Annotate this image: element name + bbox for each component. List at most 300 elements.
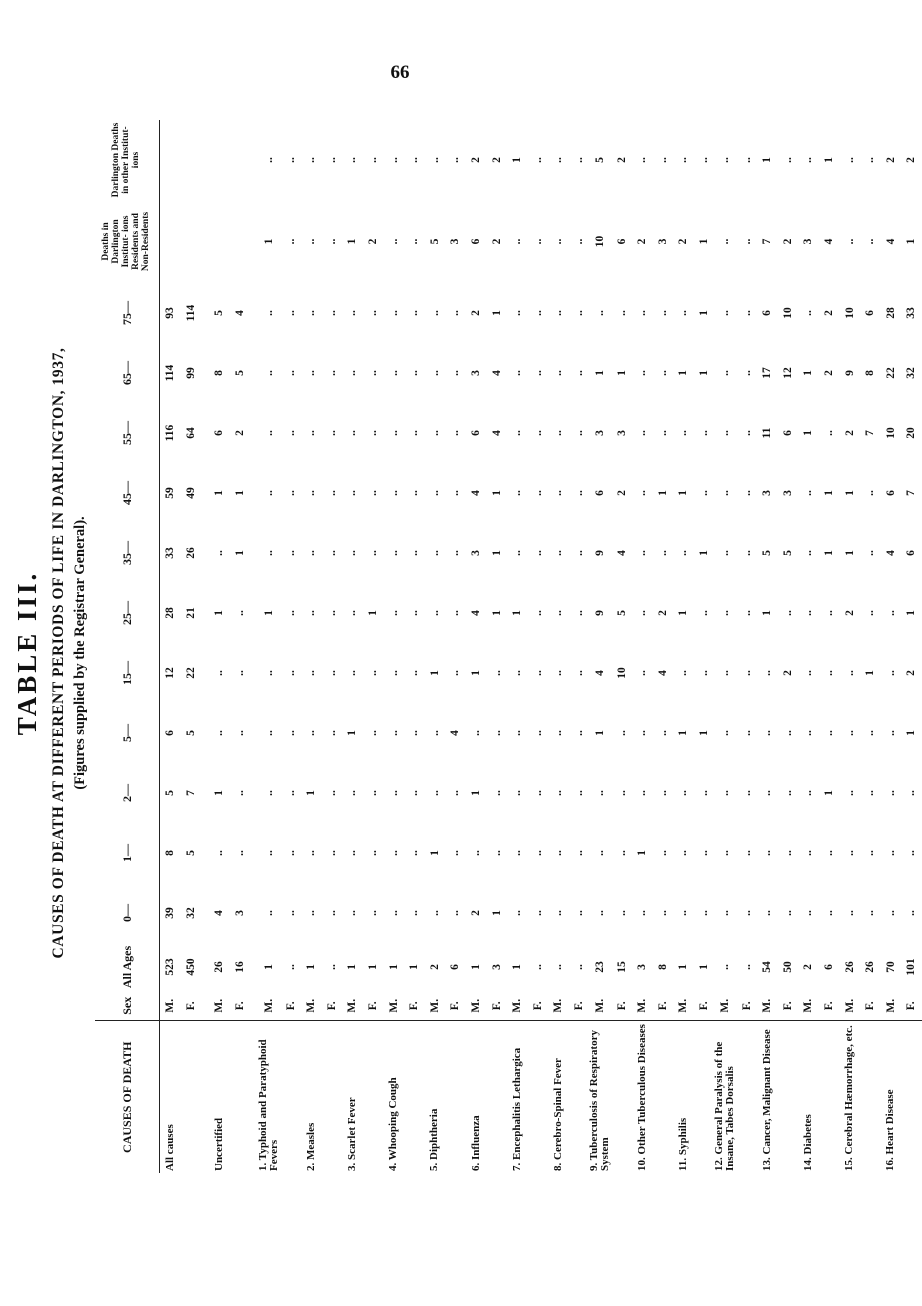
table-row	[301, 120, 322, 1173]
other-inst-cell: 2	[490, 157, 503, 163]
table-row	[466, 120, 487, 1173]
age-55-cell: 64	[184, 427, 197, 439]
age-25-cell: 2	[656, 610, 669, 616]
age-1-cell: ..	[740, 850, 753, 856]
all-ages-cell: 8	[656, 964, 669, 970]
age-25-cell: 1	[263, 610, 276, 616]
spacer-cell	[201, 883, 209, 943]
age-5-cell: ..	[367, 730, 380, 736]
age-1-cell: ..	[843, 850, 856, 856]
sex-cell: F.	[367, 1001, 380, 1011]
age-45-cell: ..	[263, 490, 276, 496]
age-45-cell: ..	[864, 490, 877, 496]
sex-cell: F.	[781, 1001, 794, 1011]
table-row	[714, 120, 736, 1173]
age-25-cell: 9	[594, 610, 607, 616]
darlington-inst-cell: ..	[843, 238, 856, 245]
other-inst-cell: ..	[677, 157, 690, 163]
spacer-cell	[250, 991, 258, 1021]
age-75-cell: ..	[408, 310, 421, 316]
age-25-cell: 1	[905, 610, 918, 616]
spacer-cell	[250, 200, 258, 283]
age-55-cell: ..	[408, 430, 421, 436]
age-1-cell: ..	[656, 850, 669, 856]
age-15-cell: ..	[843, 670, 856, 676]
age-15-cell: ..	[387, 670, 400, 676]
age-2-cell: ..	[761, 790, 774, 796]
mortality-table	[95, 120, 922, 1173]
age-0-cell: ..	[697, 910, 710, 916]
spacer-cell	[201, 583, 209, 643]
age-75-cell: 1	[490, 310, 503, 316]
age-5-cell: 1	[346, 730, 359, 736]
darlington-inst-cell: 6	[615, 238, 628, 245]
age-1-cell: ..	[905, 850, 918, 856]
age-25-cell: 28	[164, 607, 177, 619]
all-ages-cell: 3	[636, 964, 649, 970]
age-2-cell: ..	[531, 790, 544, 796]
age-35-cell: 33	[164, 547, 177, 559]
age-15-cell: ..	[305, 670, 318, 676]
age-65-cell: 4	[490, 370, 503, 376]
age-25-cell: ..	[346, 610, 359, 616]
age-45-cell: ..	[449, 490, 462, 496]
age-35-cell: 5	[761, 550, 774, 556]
cause-cell: 13. Cancer, Malignant Disease	[757, 1021, 778, 1173]
sex-cell: F.	[325, 1001, 338, 1011]
all-ages-cell: 450	[184, 958, 197, 976]
other-inst-cell: ..	[305, 157, 318, 163]
age-75-cell: 114	[184, 304, 197, 322]
age-1-cell: ..	[346, 850, 359, 856]
all-ages-cell: 1	[387, 964, 400, 970]
spacer-cell	[201, 403, 209, 463]
age-75-cell: ..	[740, 310, 753, 316]
all-ages-cell: ..	[325, 964, 338, 970]
table-row	[757, 120, 778, 1173]
sex-cell: F.	[408, 1001, 421, 1011]
header-sex: Sex	[95, 991, 160, 1021]
all-ages-cell: 26	[843, 961, 856, 973]
age-45-cell: 3	[761, 490, 774, 496]
age-0-cell: ..	[263, 910, 276, 916]
age-0-cell: ..	[367, 910, 380, 916]
age-1-cell: ..	[449, 850, 462, 856]
cause-cell	[652, 1021, 673, 1173]
age-15-cell: 2	[781, 670, 794, 676]
other-inst-cell: ..	[552, 157, 565, 163]
age-5-cell: ..	[325, 730, 338, 736]
all-ages-cell: ..	[740, 964, 753, 970]
age-75-cell: ..	[656, 310, 669, 316]
age-1-cell: ..	[284, 850, 297, 856]
age-45-cell: ..	[346, 490, 359, 496]
age-5-cell: ..	[822, 730, 835, 736]
age-35-cell: ..	[656, 550, 669, 556]
age-2-cell: ..	[234, 790, 247, 796]
all-ages-cell: 23	[594, 961, 607, 973]
age-0-cell: ..	[740, 910, 753, 916]
cause-cell	[777, 1021, 798, 1173]
age-65-cell: ..	[387, 370, 400, 376]
age-15-cell: 1	[470, 670, 483, 676]
age-2-cell: ..	[594, 790, 607, 796]
darlington-inst-cell: ..	[408, 238, 421, 245]
table-row	[209, 120, 230, 1173]
sex-cell: F.	[284, 1001, 297, 1011]
age-2-cell: 1	[213, 790, 226, 796]
cause-cell: 5. Diphtheria	[425, 1021, 446, 1173]
age-0-cell: ..	[387, 910, 400, 916]
header-age-1: 1—	[95, 823, 160, 883]
spacer-cell	[250, 703, 258, 763]
age-25-cell: ..	[697, 610, 710, 616]
age-15-cell: ..	[284, 670, 297, 676]
cause-cell: 9. Tuberculosis of Respiratory System	[589, 1021, 611, 1173]
spacer-cell	[201, 991, 209, 1021]
age-1-cell: 5	[184, 850, 197, 856]
age-55-cell: ..	[387, 430, 400, 436]
age-75-cell: ..	[367, 310, 380, 316]
age-45-cell: 2	[615, 490, 628, 496]
other-inst-cell	[181, 120, 202, 200]
cause-cell: 6. Influenza	[466, 1021, 487, 1173]
darlington-inst-cell: ..	[284, 238, 297, 245]
sex-cell: F.	[656, 1001, 669, 1011]
age-75-cell: 2	[822, 310, 835, 316]
other-inst-cell: 2	[470, 157, 483, 163]
other-inst-cell: ..	[449, 157, 462, 163]
age-75-cell: 10	[781, 307, 794, 319]
cause-cell	[901, 1021, 922, 1173]
cause-cell	[404, 1021, 425, 1173]
other-inst-cell: 1	[511, 157, 524, 163]
other-inst-cell: 2	[615, 157, 628, 163]
age-0-cell: ..	[531, 910, 544, 916]
age-65-cell: 1	[594, 370, 607, 376]
age-45-cell: 3	[781, 490, 794, 496]
age-45-cell: ..	[531, 490, 544, 496]
cause-cell: 2. Measles	[301, 1021, 322, 1173]
sex-cell: M.	[387, 998, 400, 1013]
table-row	[589, 120, 611, 1173]
all-ages-cell: 54	[761, 961, 774, 973]
age-45-cell: ..	[697, 490, 710, 496]
cause-cell: Uncertified	[209, 1021, 230, 1173]
age-25-cell: ..	[408, 610, 421, 616]
sex-cell: M.	[802, 998, 815, 1013]
table-row	[404, 120, 425, 1173]
age-0-cell: ..	[325, 910, 338, 916]
age-5-cell: ..	[408, 730, 421, 736]
spacer-cell	[201, 1021, 209, 1173]
age-15-cell: ..	[367, 670, 380, 676]
age-35-cell: 1	[697, 550, 710, 556]
age-65-cell: ..	[305, 370, 318, 376]
age-65-cell: ..	[511, 370, 524, 376]
spacer-cell	[201, 703, 209, 763]
spacer-cell	[250, 120, 258, 200]
age-5-cell: ..	[843, 730, 856, 736]
cause-cell: 16. Heart Disease	[880, 1021, 901, 1173]
age-0-cell: 2	[470, 910, 483, 916]
age-15-cell: 12	[164, 667, 177, 679]
other-inst-cell: ..	[636, 157, 649, 163]
age-35-cell: ..	[636, 550, 649, 556]
table-body	[160, 120, 922, 1173]
age-0-cell: ..	[552, 910, 565, 916]
age-5-cell: ..	[781, 730, 794, 736]
age-15-cell: ..	[761, 670, 774, 676]
age-65-cell: ..	[367, 370, 380, 376]
age-15-cell: 4	[594, 670, 607, 676]
darlington-inst-cell: 3	[802, 238, 815, 245]
age-5-cell: 1	[594, 730, 607, 736]
table-row	[342, 120, 363, 1173]
table-title: CAUSES OF DEATH AT DIFFERENT PERIODS OF LIFE IN DARLINGTON, 1937,	[50, 347, 67, 959]
age-65-cell: ..	[719, 370, 732, 376]
table-row	[383, 120, 404, 1173]
sex-cell: M.	[594, 998, 607, 1013]
age-45-cell: ..	[740, 490, 753, 496]
age-1-cell: ..	[305, 850, 318, 856]
age-15-cell: ..	[490, 670, 503, 676]
age-35-cell: 3	[470, 550, 483, 556]
age-55-cell: ..	[284, 430, 297, 436]
age-25-cell: 1	[490, 610, 503, 616]
age-65-cell: ..	[656, 370, 669, 376]
age-75-cell: 93	[164, 307, 177, 319]
table-row	[901, 120, 922, 1173]
all-ages-cell: 6	[822, 964, 835, 970]
age-75-cell: ..	[802, 310, 815, 316]
age-2-cell: ..	[656, 790, 669, 796]
age-1-cell: ..	[802, 850, 815, 856]
age-15-cell: ..	[884, 670, 897, 676]
age-55-cell: ..	[719, 430, 732, 436]
age-1-cell: ..	[213, 850, 226, 856]
age-65-cell: 114	[164, 364, 177, 382]
age-35-cell: ..	[305, 550, 318, 556]
spacer-cell	[201, 200, 209, 283]
age-2-cell: ..	[636, 790, 649, 796]
age-45-cell: 1	[677, 490, 690, 496]
age-55-cell: ..	[531, 430, 544, 436]
age-2-cell: ..	[572, 790, 585, 796]
age-55-cell: ..	[572, 430, 585, 436]
age-2-cell: ..	[740, 790, 753, 796]
age-1-cell: ..	[408, 850, 421, 856]
age-55-cell: 11	[761, 427, 774, 439]
spacer-cell	[201, 763, 209, 823]
darlington-inst-cell: 7	[761, 238, 774, 245]
spacer-cell	[201, 283, 209, 343]
all-ages-cell: 15	[615, 961, 628, 973]
age-2-cell: 1	[822, 790, 835, 796]
age-1-cell: ..	[781, 850, 794, 856]
age-15-cell: ..	[325, 670, 338, 676]
age-5-cell: ..	[213, 730, 226, 736]
age-65-cell: 8	[864, 370, 877, 376]
age-55-cell: 6	[781, 430, 794, 436]
cause-cell	[363, 1021, 384, 1173]
cause-cell	[694, 1021, 715, 1173]
all-ages-cell: 523	[164, 958, 177, 976]
age-5-cell: ..	[740, 730, 753, 736]
age-25-cell: 1	[677, 610, 690, 616]
darlington-inst-cell	[160, 200, 181, 283]
darlington-inst-cell: ..	[572, 238, 585, 245]
age-75-cell: ..	[387, 310, 400, 316]
header-all-ages: All Ages	[95, 943, 160, 991]
other-inst-cell: ..	[802, 157, 815, 163]
age-2-cell: ..	[449, 790, 462, 796]
sex-cell: F.	[449, 1001, 462, 1011]
other-inst-cell: 2	[884, 157, 897, 163]
darlington-inst-cell: 2	[636, 238, 649, 245]
age-25-cell: 1	[511, 610, 524, 616]
age-45-cell: ..	[325, 490, 338, 496]
age-65-cell: 3	[470, 370, 483, 376]
cause-cell	[528, 1021, 549, 1173]
age-1-cell: ..	[367, 850, 380, 856]
all-ages-cell: 1	[677, 964, 690, 970]
other-inst-cell: ..	[740, 157, 753, 163]
age-45-cell: 1	[843, 490, 856, 496]
age-75-cell: ..	[615, 310, 628, 316]
age-15-cell: ..	[213, 670, 226, 676]
table-row	[819, 120, 840, 1173]
sex-cell: M.	[346, 998, 359, 1013]
age-15-cell: ..	[697, 670, 710, 676]
darlington-inst-cell: 1	[905, 238, 918, 245]
age-55-cell: 4	[490, 430, 503, 436]
age-35-cell: ..	[864, 550, 877, 556]
age-35-cell: ..	[740, 550, 753, 556]
age-15-cell: ..	[511, 670, 524, 676]
age-55-cell: 2	[234, 430, 247, 436]
sex-cell: M.	[470, 998, 483, 1013]
age-65-cell: 1	[697, 370, 710, 376]
age-5-cell: 1	[905, 730, 918, 736]
age-55-cell: 116	[164, 424, 177, 442]
age-35-cell: 1	[843, 550, 856, 556]
age-45-cell: 1	[822, 490, 835, 496]
age-2-cell: ..	[387, 790, 400, 796]
age-0-cell: ..	[636, 910, 649, 916]
age-75-cell: 33	[905, 307, 918, 319]
age-0-cell: ..	[719, 910, 732, 916]
age-55-cell: 7	[864, 430, 877, 436]
other-inst-cell: ..	[408, 157, 421, 163]
age-15-cell: ..	[263, 670, 276, 676]
age-1-cell: ..	[531, 850, 544, 856]
spacer-cell	[201, 523, 209, 583]
age-75-cell: ..	[305, 310, 318, 316]
age-2-cell: ..	[346, 790, 359, 796]
all-ages-cell: ..	[552, 964, 565, 970]
table-row	[880, 120, 901, 1173]
age-25-cell: ..	[234, 610, 247, 616]
darlington-inst-cell: 3	[449, 238, 462, 245]
age-35-cell: 1	[822, 550, 835, 556]
age-1-cell: ..	[615, 850, 628, 856]
other-inst-cell: ..	[531, 157, 544, 163]
age-1-cell: 1	[636, 850, 649, 856]
age-55-cell: ..	[346, 430, 359, 436]
all-ages-cell: 1	[408, 964, 421, 970]
table-row	[181, 120, 202, 1173]
darlington-inst-cell: ..	[552, 238, 565, 245]
age-2-cell: ..	[325, 790, 338, 796]
age-45-cell: ..	[305, 490, 318, 496]
other-inst-cell	[230, 120, 251, 200]
age-1-cell: ..	[490, 850, 503, 856]
sex-cell: M.	[305, 998, 318, 1013]
age-5-cell: 1	[677, 730, 690, 736]
age-55-cell: ..	[428, 430, 441, 436]
darlington-inst-cell: 10	[594, 235, 607, 248]
age-2-cell: ..	[677, 790, 690, 796]
table-row	[486, 120, 507, 1173]
age-55-cell: ..	[636, 430, 649, 436]
age-65-cell: ..	[636, 370, 649, 376]
header-age-5: 5—	[95, 703, 160, 763]
header-row	[95, 120, 160, 1173]
age-15-cell: 4	[656, 670, 669, 676]
age-65-cell: ..	[449, 370, 462, 376]
age-45-cell: ..	[367, 490, 380, 496]
all-ages-cell: 2	[802, 964, 815, 970]
age-1-cell: ..	[822, 850, 835, 856]
age-2-cell: ..	[884, 790, 897, 796]
age-65-cell: 99	[184, 367, 197, 379]
age-35-cell: 6	[905, 550, 918, 556]
age-15-cell: ..	[552, 670, 565, 676]
age-15-cell: ..	[802, 670, 815, 676]
age-75-cell: 5	[213, 310, 226, 316]
age-35-cell: 9	[594, 550, 607, 556]
cause-cell	[230, 1021, 251, 1173]
age-75-cell: 28	[884, 307, 897, 319]
age-0-cell: ..	[843, 910, 856, 916]
age-0-cell: ..	[802, 910, 815, 916]
age-0-cell: ..	[284, 910, 297, 916]
age-0-cell: 32	[184, 907, 197, 919]
other-inst-cell: ..	[387, 157, 400, 163]
age-2-cell: ..	[905, 790, 918, 796]
age-75-cell: 1	[697, 310, 710, 316]
age-75-cell: ..	[346, 310, 359, 316]
spacer-cell	[250, 523, 258, 583]
age-25-cell: ..	[802, 610, 815, 616]
darlington-inst-cell: 1	[697, 238, 710, 245]
darlington-inst-cell: 2	[677, 238, 690, 245]
age-15-cell: ..	[572, 670, 585, 676]
all-ages-cell: 1	[511, 964, 524, 970]
age-25-cell: 1	[761, 610, 774, 616]
all-ages-cell: 1	[263, 964, 276, 970]
table-row	[230, 120, 251, 1173]
age-55-cell: 3	[615, 430, 628, 436]
cause-cell: 7. Encephalitis Lethargica	[507, 1021, 528, 1173]
header-age-35: 35—	[95, 523, 160, 583]
header-age-75: 75—	[95, 283, 160, 343]
age-35-cell: ..	[325, 550, 338, 556]
darlington-inst-cell: ..	[305, 238, 318, 245]
age-1-cell: ..	[511, 850, 524, 856]
age-45-cell: 6	[594, 490, 607, 496]
